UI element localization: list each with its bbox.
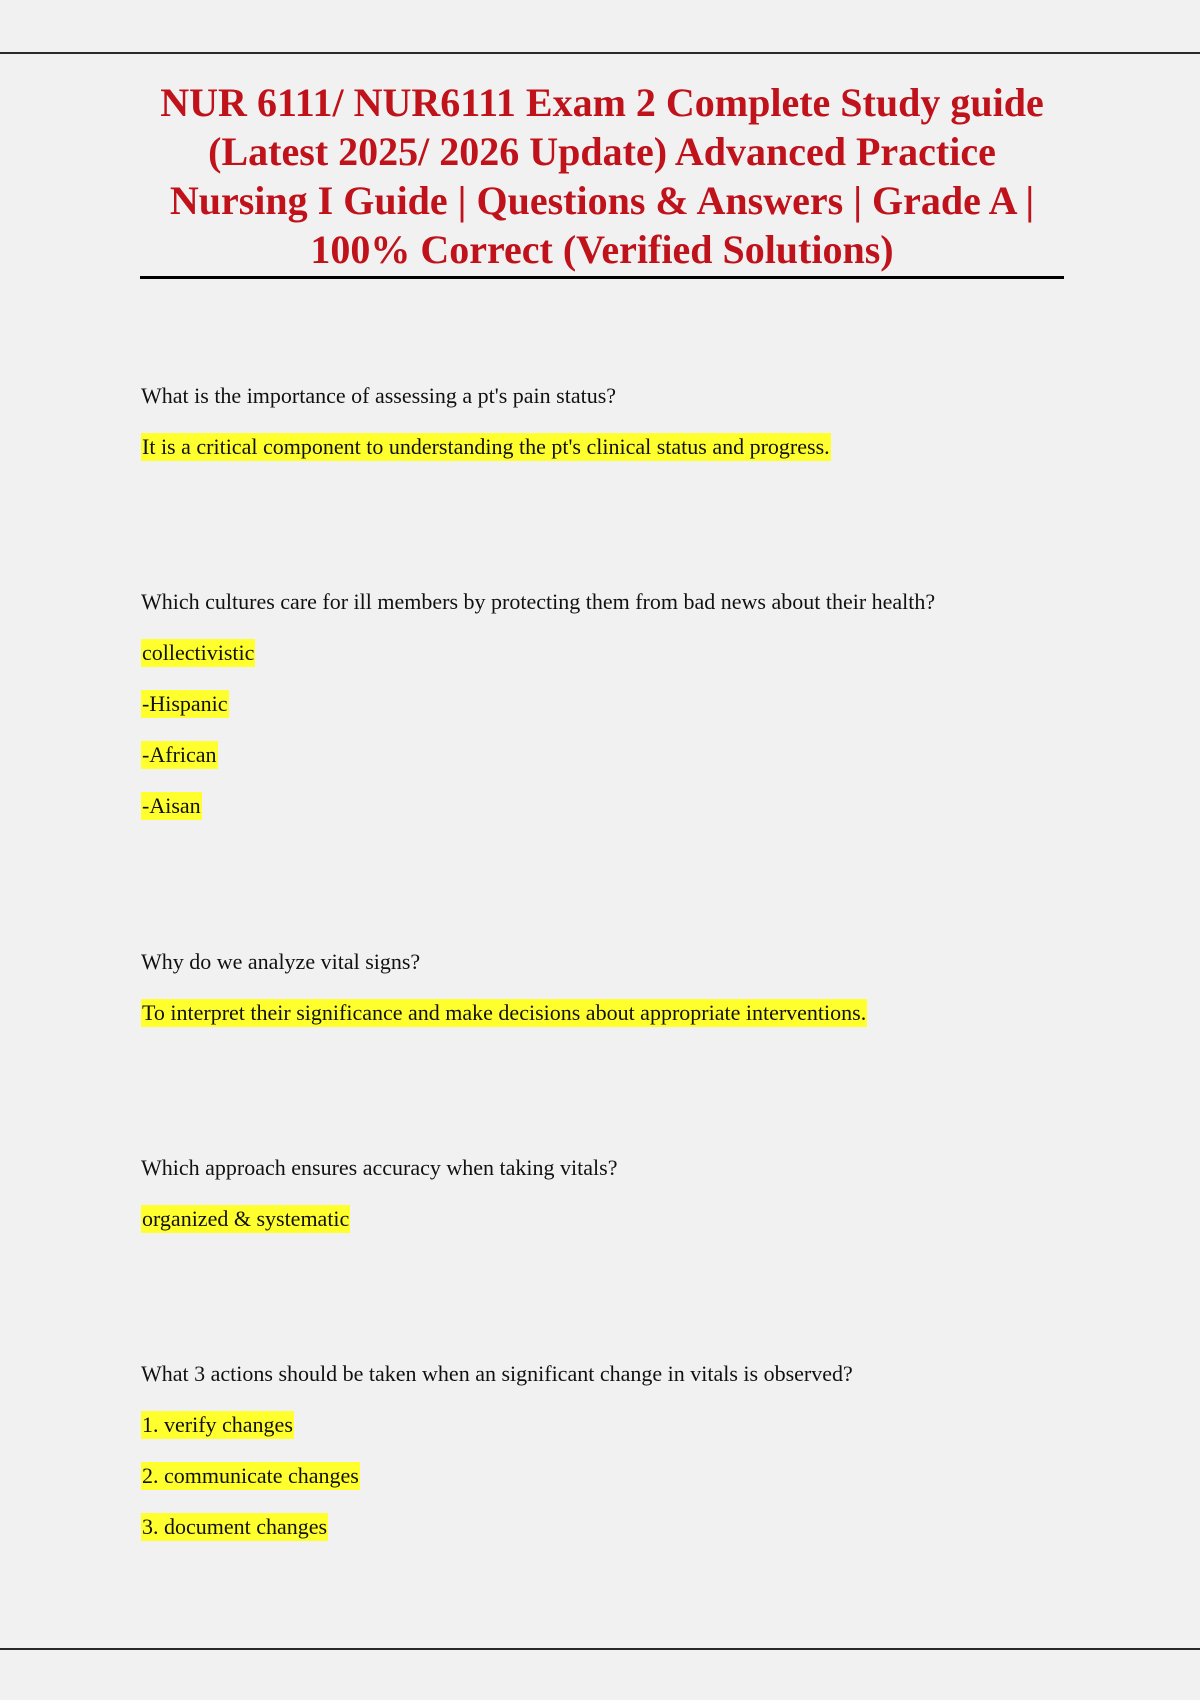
qa-item-4 xyxy=(141,1155,1121,1232)
highlighted-answer: 1. verify changes xyxy=(142,1412,293,1437)
answer-line xyxy=(141,1412,1121,1438)
qa-item-3 xyxy=(141,949,1121,1026)
highlighted-answer: collectivistic xyxy=(142,640,255,665)
answer-line xyxy=(141,1206,1121,1232)
highlighted-answer: -Aisan xyxy=(142,793,201,818)
answer-line xyxy=(141,640,1121,666)
document-title: NUR 6111/ NUR6111 Exam 2 Complete Study guide (Latest 2025/ 2026 Update) Advanced Practice Nursing I Guide | Questions & Answers | Grade A | 100% Correct (Verified Solutions) xyxy=(160,80,1044,272)
answer-list xyxy=(141,1000,1121,1026)
answer-line xyxy=(141,793,1121,819)
page-bottom-rule xyxy=(0,1648,1200,1650)
highlighted-answer: 2. communicate changes xyxy=(142,1463,359,1488)
highlighted-answer: It is a critical component to understanding the pt's clinical status and progress. xyxy=(142,434,830,459)
page-top-rule xyxy=(0,52,1200,54)
answer-list xyxy=(141,434,1121,460)
answer-line xyxy=(141,1514,1121,1540)
highlighted-answer: -African xyxy=(142,742,217,767)
question-text: Which cultures care for ill members by protecting them from bad news about their health? xyxy=(141,589,936,614)
answer-list xyxy=(141,1412,1121,1540)
question-text: What 3 actions should be taken when an significant change in vitals is observed? xyxy=(141,1361,853,1386)
highlighted-answer: -Hispanic xyxy=(142,691,228,716)
highlighted-answer: To interpret their significance and make decisions about appropriate interventions. xyxy=(142,1000,867,1025)
title-block xyxy=(140,78,1064,279)
answer-line xyxy=(141,1463,1121,1489)
qa-item-2 xyxy=(141,589,1121,819)
answer-line xyxy=(141,1000,1121,1026)
answer-line xyxy=(141,742,1121,768)
question-text: What is the importance of assessing a pt's pain status? xyxy=(141,383,617,408)
answer-line xyxy=(141,434,1121,460)
highlighted-answer: organized & systematic xyxy=(142,1206,350,1231)
answer-line xyxy=(141,691,1121,717)
question-text: Which approach ensures accuracy when taking vitals? xyxy=(141,1155,618,1180)
qa-item-1 xyxy=(141,383,1121,460)
answer-list xyxy=(141,640,1121,819)
answer-list xyxy=(141,1206,1121,1232)
question-text: Why do we analyze vital signs? xyxy=(141,949,421,974)
qa-item-5 xyxy=(141,1361,1121,1540)
highlighted-answer: 3. document changes xyxy=(142,1514,328,1539)
